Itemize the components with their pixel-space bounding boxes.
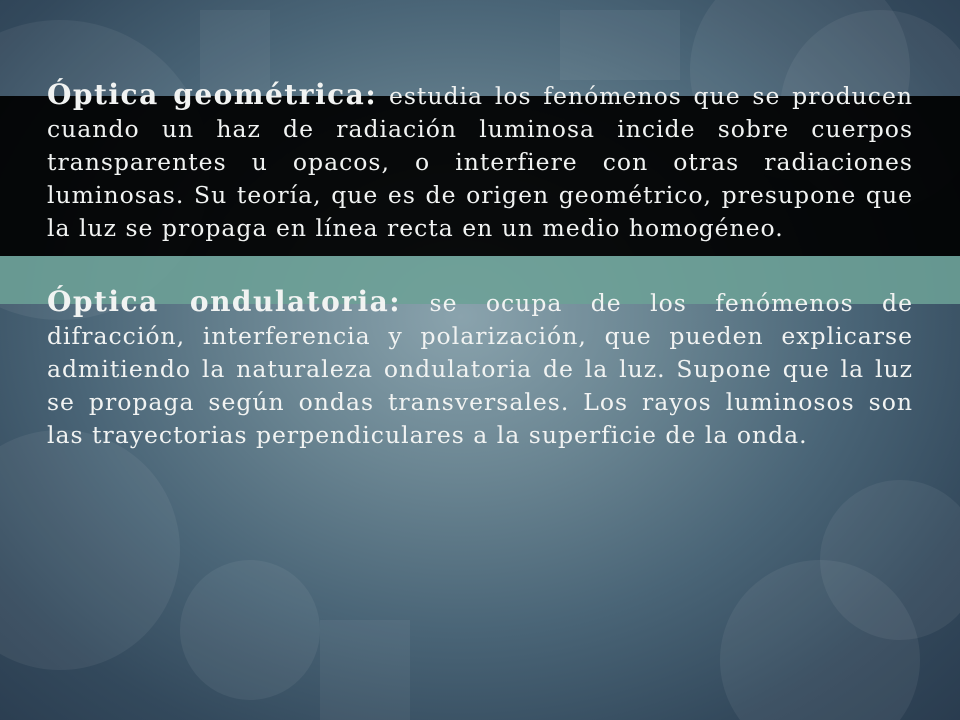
definition-optica-geometrica: estudia los fenómenos que se producen cuando un haz de radiación luminosa incide sobre cuerpos transparentes u opacos, o interfiere con otras radiaciones luminosas. Su teoría, que es de origen geométrico, presupone que la luz se propaga en línea recta en un medio homogéneo.	[47, 82, 913, 242]
definition-optica-ondulatoria: se ocupa de los fenómenos de difracción, interferencia y polarización, que pueden explicarse admitiendo la naturaleza ondulatoria de la luz. Supone que la luz se propaga según ondas transversales. Los rayos luminosos son las trayectorias perpendiculares a la superficie de la onda.	[47, 289, 913, 449]
background-circle	[0, 430, 180, 670]
background-circle	[180, 560, 320, 700]
background-rectangle	[320, 620, 410, 720]
term-optica-ondulatoria: Óptica ondulatoria:	[47, 285, 402, 318]
paragraph-optica-geometrica	[47, 78, 913, 245]
background-rectangle	[560, 10, 680, 80]
slide-body	[47, 78, 913, 452]
term-optica-geometrica: Óptica geométrica:	[47, 78, 378, 111]
paragraph-optica-ondulatoria	[47, 285, 913, 452]
